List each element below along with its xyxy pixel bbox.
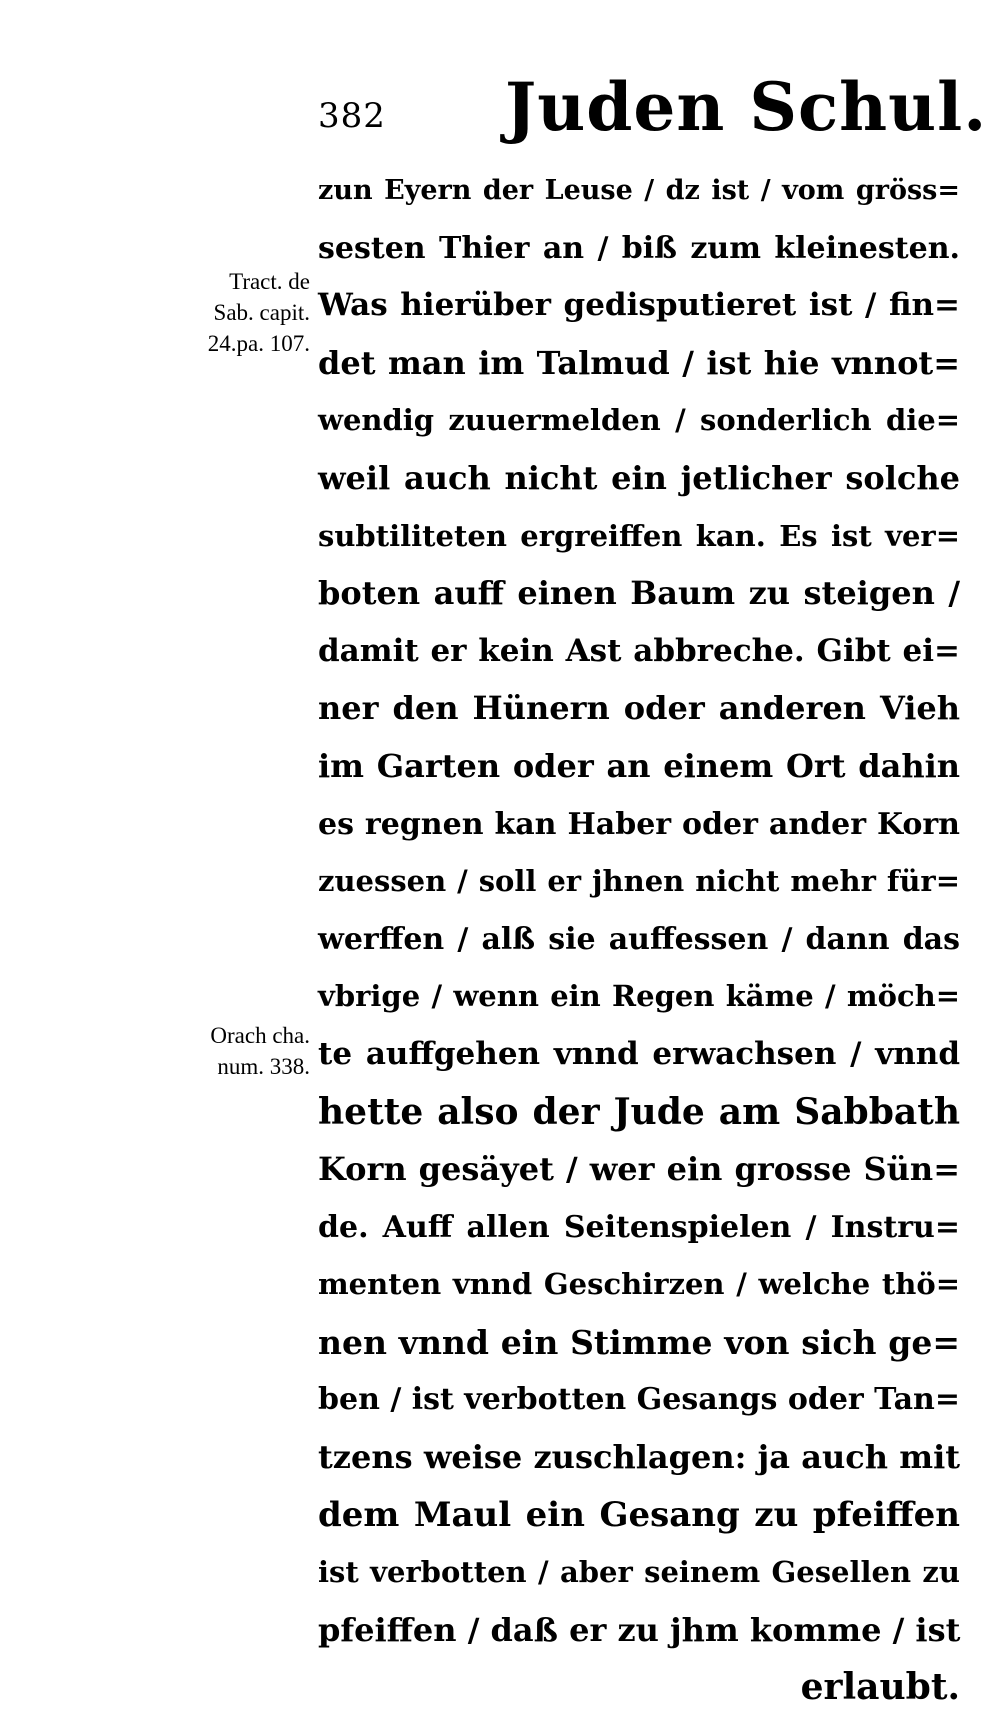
margin-note-orach	[140, 1020, 310, 1082]
body-line: Was hierüber gedisputieret ist / fin=	[318, 287, 960, 324]
body-line: weil auch nicht ein jetlicher solche	[318, 458, 960, 497]
page-number: 382	[318, 96, 386, 136]
body-line: det man im Talmud / ist hie vnnot=	[318, 343, 960, 382]
body-line: subtiliteten ergreiffen kan. Es ist ver=	[318, 518, 960, 553]
body-line: de. Auff allen Seitenspielen / Instru=	[318, 1209, 960, 1245]
body-line: ben / ist verbotten Gesangs oder Tan=	[318, 1382, 960, 1418]
body-line: te auffgehen vnnd erwachsen / vnnd	[318, 1035, 960, 1072]
running-title: Juden Schul.	[505, 68, 988, 146]
body-line: boten auff einen Baum zu steigen /	[318, 574, 960, 613]
body-line: damit er kein Ast abbreche. Gibt ei=	[318, 632, 960, 669]
body-line: ner den Hünern oder anderen Vieh	[318, 689, 960, 728]
body-line: wendig zuuermelden / sonderlich die=	[318, 403, 960, 438]
margin-note-line: num. 338.	[217, 1054, 310, 1079]
body-line: sesten Thier an / biß zum kleinesten.	[318, 230, 960, 266]
body-line: nen vnnd ein Stimme von sich ge=	[318, 1322, 960, 1362]
body-line: im Garten oder an einem Ort dahin	[318, 746, 960, 785]
body-line: werffen / alß sie auffessen / dann das	[318, 921, 960, 957]
body-line: hette also der Jude am Sabbath	[318, 1090, 960, 1133]
margin-note-line: Sab. capit.	[213, 300, 310, 325]
body-line: es regnen kan Haber oder ander Korn	[318, 806, 960, 842]
margin-note-line: 24.pa. 107.	[207, 331, 310, 356]
margin-note-line: Orach cha.	[210, 1023, 310, 1048]
body-text-block	[318, 162, 960, 1717]
body-line-last: erlaubt.	[800, 1666, 960, 1709]
margin-note-tract	[140, 266, 310, 359]
body-line: menten vnnd Geschirzen / welche thö=	[318, 1267, 960, 1302]
margin-note-line: Tract. de	[229, 269, 310, 294]
body-line: ist verbotten / aber seinem Gesellen zu	[318, 1555, 960, 1590]
body-line: pfeiffen / daß er zu jhm komme / ist	[318, 1610, 961, 1649]
body-line: Korn gesäyet / wer ein grosse Sün=	[318, 1150, 960, 1189]
body-line: zuessen / soll er jhnen nicht mehr für=	[318, 864, 960, 899]
body-line: dem Maul ein Gesang zu pfeiffen	[318, 1494, 960, 1535]
body-line: zun Eyern der Leuse / dz ist / vom gröss=	[318, 175, 960, 206]
body-line: tzens weise zuschlagen: ja auch mit	[318, 1438, 960, 1477]
body-line: vbrige / wenn ein Regen käme / möch=	[318, 979, 960, 1014]
